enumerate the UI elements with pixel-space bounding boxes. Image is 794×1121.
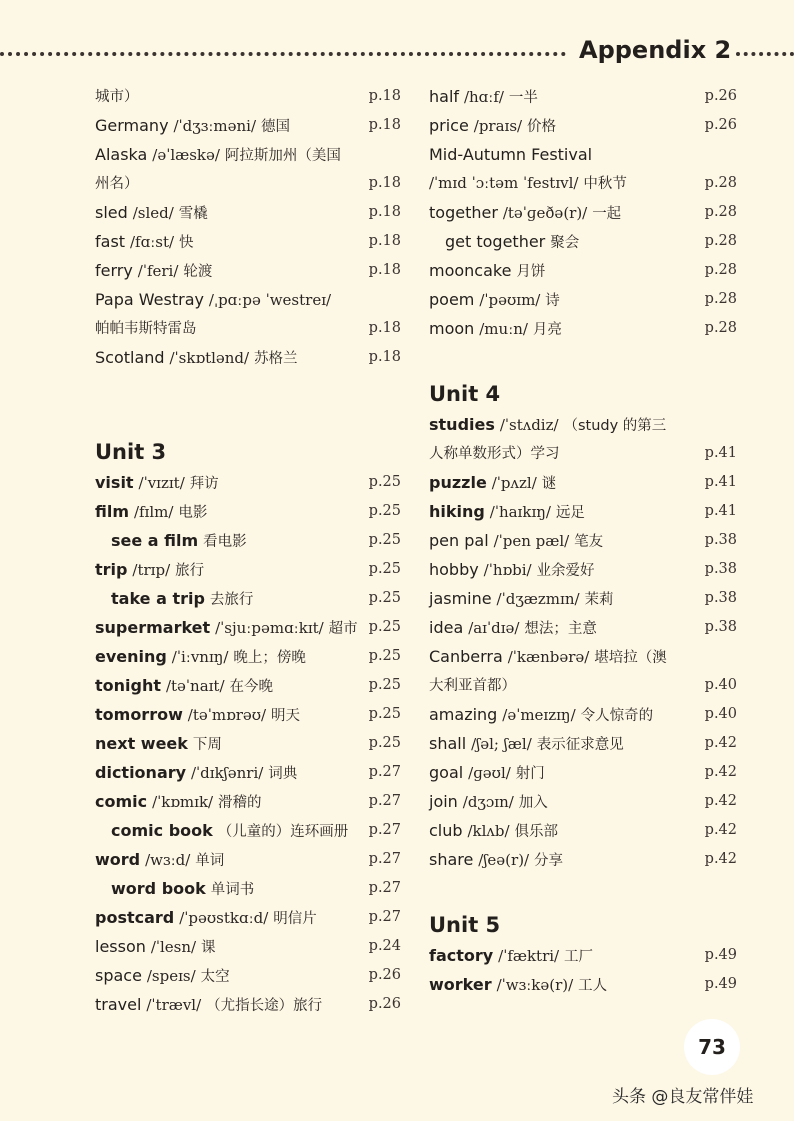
vocab-meaning: 工厂 bbox=[564, 949, 594, 965]
vocab-meaning: 远足 bbox=[555, 505, 585, 521]
vocab-word: club bbox=[429, 821, 463, 840]
vocab-entry bbox=[429, 526, 737, 555]
vocab-entry bbox=[95, 111, 401, 140]
vocab-meaning: 州名） bbox=[95, 176, 139, 192]
vocab-phonetic: /təˈɡeðə(r)/ bbox=[502, 204, 588, 222]
vocab-entry bbox=[429, 82, 737, 111]
vocab-entry bbox=[429, 256, 737, 285]
vocab-phonetic: /ˈskɒtlənd/ bbox=[169, 349, 250, 367]
vocab-phonetic: /ˈpʌzl/ bbox=[491, 474, 537, 492]
vocab-page-ref: p.41 bbox=[704, 503, 737, 519]
vocab-meaning: 旅行 bbox=[175, 563, 205, 579]
vocab-page-ref: p.25 bbox=[368, 648, 401, 664]
vocab-meaning: 电影 bbox=[178, 505, 208, 521]
vocab-entry bbox=[95, 729, 401, 758]
vocab-word: supermarket bbox=[95, 618, 211, 637]
vocab-entry bbox=[429, 555, 737, 584]
unit-heading: Unit 4 bbox=[429, 382, 501, 406]
vocab-page-ref: p.25 bbox=[368, 474, 401, 490]
vocab-phonetic: /ˌpɑːpə ˈwestreɪ/ bbox=[208, 291, 332, 309]
vocab-phonetic: /ˈvɪzɪt/ bbox=[138, 474, 185, 492]
vocab-page-ref: p.28 bbox=[704, 262, 737, 278]
vocab-word: tonight bbox=[95, 676, 162, 695]
vocab-entry bbox=[429, 314, 737, 343]
vocab-entry bbox=[429, 671, 737, 700]
vocab-word: tomorrow bbox=[95, 705, 183, 724]
vocab-entry bbox=[429, 285, 737, 314]
vocab-phonetic: /əˈlæskə/ bbox=[152, 146, 220, 164]
vocab-meaning: 明天 bbox=[271, 708, 301, 724]
vocab-entry bbox=[429, 970, 737, 999]
vocab-page-ref: p.41 bbox=[704, 474, 737, 490]
vocab-page-ref: p.27 bbox=[368, 851, 401, 867]
vocab-entry bbox=[95, 169, 401, 198]
vocab-entry bbox=[95, 613, 401, 642]
vocab-meaning: 月饼 bbox=[516, 264, 546, 280]
vocab-phonetic: /ˈkɒmɪk/ bbox=[152, 793, 214, 811]
vocab-word: see a film bbox=[111, 531, 199, 550]
vocab-word: comic book bbox=[111, 821, 213, 840]
vocab-meaning: 射门 bbox=[515, 766, 545, 782]
vocab-word: Mid-Autumn Festival bbox=[429, 145, 593, 164]
vocab-meaning: 表示征求意见 bbox=[536, 737, 624, 753]
vocab-word: get together bbox=[445, 232, 546, 251]
vocab-meaning: 城市） bbox=[95, 89, 139, 105]
vocab-entry bbox=[429, 845, 737, 874]
vocab-word: share bbox=[429, 850, 474, 869]
vocab-page-ref: p.18 bbox=[368, 88, 401, 104]
vocab-word: studies bbox=[429, 415, 495, 434]
vocab-phonetic: /fɑːst/ bbox=[129, 233, 175, 251]
vocab-word: poem bbox=[429, 290, 475, 309]
vocab-meaning: 一半 bbox=[508, 90, 538, 106]
vocab-phonetic: /təˈnaɪt/ bbox=[165, 677, 225, 695]
vocab-page-ref: p.38 bbox=[704, 532, 737, 548]
vocab-entry bbox=[429, 497, 737, 526]
vocab-word: comic bbox=[95, 792, 148, 811]
vocab-meaning: 单词书 bbox=[210, 882, 255, 898]
vocab-meaning: 业余爱好 bbox=[536, 563, 595, 579]
vocab-phonetic: /ˈiːvnɪŋ/ bbox=[171, 648, 229, 666]
vocab-meaning: 阿拉斯加州（美国 bbox=[224, 148, 341, 164]
vocab-word: space bbox=[95, 966, 142, 985]
vocab-meaning: 轮渡 bbox=[183, 264, 213, 280]
vocab-page-ref: p.38 bbox=[704, 590, 737, 606]
vocab-page-ref: p.25 bbox=[368, 619, 401, 635]
vocab-phonetic: /ˈlesn/ bbox=[150, 938, 197, 956]
vocab-meaning: 滑稽的 bbox=[218, 795, 262, 811]
vocab-word: half bbox=[429, 87, 460, 106]
vocab-meaning: 明信片 bbox=[273, 911, 317, 927]
vocab-meaning: 想法；主意 bbox=[524, 621, 597, 637]
vocab-page-ref: p.18 bbox=[368, 233, 401, 249]
vocab-word: puzzle bbox=[429, 473, 487, 492]
vocab-phonetic: /ˈdʒɜːməni/ bbox=[173, 117, 257, 135]
vocab-page-ref: p.49 bbox=[704, 976, 737, 992]
vocab-entry bbox=[95, 758, 401, 787]
vocab-page-ref: p.28 bbox=[704, 204, 737, 220]
vocab-phonetic: /ˈhaɪkɪŋ/ bbox=[489, 503, 551, 521]
vocab-page-ref: p.27 bbox=[368, 793, 401, 809]
vocab-entry bbox=[429, 140, 737, 169]
vocab-entry bbox=[95, 932, 401, 961]
vocab-word: fast bbox=[95, 232, 126, 251]
vocab-entry bbox=[95, 671, 401, 700]
vocab-word: Scotland bbox=[95, 348, 165, 367]
vocab-page-ref: p.49 bbox=[704, 947, 737, 963]
vocab-meaning: 晚上；傍晚 bbox=[233, 650, 306, 666]
vocab-word: Alaska bbox=[95, 145, 148, 164]
vocab-meaning: 快 bbox=[178, 235, 194, 251]
spacer bbox=[95, 372, 401, 401]
vocab-phonetic: /sled/ bbox=[132, 204, 174, 222]
vocab-meaning: 超市 bbox=[328, 621, 358, 637]
vocab-phonetic: /trɪp/ bbox=[132, 561, 171, 579]
vocab-phonetic: /ʃeə(r)/ bbox=[478, 851, 530, 869]
vocab-page-ref: p.25 bbox=[368, 735, 401, 751]
dotted-rule-right bbox=[736, 52, 794, 56]
vocab-entry bbox=[95, 285, 401, 314]
vocab-entry bbox=[95, 468, 401, 497]
vocab-phonetic: /ˈwɜːkə(r)/ bbox=[496, 976, 574, 994]
vocab-entry bbox=[95, 82, 401, 111]
vocab-entry bbox=[429, 227, 737, 256]
vocab-meaning: 苏格兰 bbox=[254, 351, 298, 367]
vocab-page-ref: p.25 bbox=[368, 561, 401, 577]
vocab-entry bbox=[95, 961, 401, 990]
vocab-meaning: 看电影 bbox=[203, 534, 247, 550]
vocab-meaning: 太空 bbox=[200, 969, 230, 985]
unit-heading: Unit 5 bbox=[429, 913, 501, 937]
vocab-phonetic: /ˈtrævl/ bbox=[146, 996, 202, 1014]
vocab-meaning: 大利亚首都） bbox=[429, 678, 516, 694]
vocab-word: trip bbox=[95, 560, 128, 579]
vocab-phonetic: /aɪˈdɪə/ bbox=[468, 619, 520, 637]
vocab-word: word bbox=[95, 850, 141, 869]
vocab-page-ref: p.25 bbox=[368, 532, 401, 548]
vocab-phonetic: /əˈmeɪzɪŋ/ bbox=[502, 706, 576, 724]
vocab-word: travel bbox=[95, 995, 142, 1014]
vocab-entry bbox=[429, 816, 737, 845]
vocab-meaning: 诗 bbox=[545, 293, 560, 309]
vocab-word: postcard bbox=[95, 908, 175, 927]
vocab-entry bbox=[95, 874, 401, 903]
vocab-word: sled bbox=[95, 203, 128, 222]
vocab-page-ref: p.42 bbox=[704, 822, 737, 838]
vocab-entry bbox=[95, 584, 401, 613]
vocab-page-ref: p.26 bbox=[704, 88, 737, 104]
spacer bbox=[429, 343, 737, 372]
vocab-entry bbox=[95, 990, 401, 1019]
vocab-page-ref: p.42 bbox=[704, 735, 737, 751]
vocab-meaning: 单词 bbox=[195, 853, 225, 869]
vocab-page-ref: p.28 bbox=[704, 233, 737, 249]
vocab-entry bbox=[429, 758, 737, 787]
vocab-entry bbox=[429, 941, 737, 970]
vocab-page-ref: p.18 bbox=[368, 175, 401, 191]
vocab-page-ref: p.25 bbox=[368, 706, 401, 722]
vocab-entry bbox=[429, 642, 737, 671]
vocab-page-ref: p.18 bbox=[368, 204, 401, 220]
vocab-word: Canberra bbox=[429, 647, 503, 666]
vocab-word: next week bbox=[95, 734, 188, 753]
vocab-meaning: 去旅行 bbox=[209, 592, 254, 608]
vocab-page-ref: p.26 bbox=[704, 117, 737, 133]
vocab-phonetic: /speɪs/ bbox=[146, 967, 196, 985]
vocab-meaning: （儿童的）连环画册 bbox=[217, 824, 349, 840]
vocab-word: pen pal bbox=[429, 531, 489, 550]
vocab-phonetic: /ˈpəʊɪm/ bbox=[479, 291, 541, 309]
vocab-phonetic: /ˈfæktri/ bbox=[498, 947, 560, 965]
vocab-word: factory bbox=[429, 946, 494, 965]
vocab-entry bbox=[95, 787, 401, 816]
vocab-word: goal bbox=[429, 763, 464, 782]
vocab-word: lesson bbox=[95, 937, 146, 956]
vocab-meaning: 课 bbox=[201, 940, 216, 956]
page-number: 73 bbox=[684, 1019, 740, 1075]
vocab-page-ref: p.28 bbox=[704, 320, 737, 336]
vocab-entry bbox=[95, 845, 401, 874]
vocab-page-ref: p.18 bbox=[368, 320, 401, 336]
vocab-meaning: 工人 bbox=[578, 978, 608, 994]
vocab-meaning: 词典 bbox=[268, 766, 298, 782]
vocab-phonetic: /ʃəl; ʃæl/ bbox=[471, 735, 532, 753]
vocab-phonetic: /ˈdɪkʃənri/ bbox=[191, 764, 264, 782]
vocab-phonetic: /ˈkænbərə/ bbox=[507, 648, 590, 666]
vocab-meaning: 令人惊奇的 bbox=[580, 708, 654, 724]
vocab-meaning: （study 的第三 bbox=[563, 418, 667, 434]
watermark-text: 头条 @良友常伴娃 bbox=[612, 1087, 754, 1107]
vocab-word: join bbox=[429, 792, 458, 811]
vocab-phonetic: /muːn/ bbox=[479, 320, 528, 338]
vocab-phonetic: /fɪlm/ bbox=[133, 503, 174, 521]
vocab-page-ref: p.42 bbox=[704, 793, 737, 809]
vocab-phonetic: /hɑːf/ bbox=[463, 88, 504, 106]
vocab-meaning: 价格 bbox=[527, 119, 557, 135]
vocab-word: jasmine bbox=[429, 589, 492, 608]
vocab-word: hiking bbox=[429, 502, 485, 521]
vocab-page-ref: p.18 bbox=[368, 349, 401, 365]
right-column bbox=[429, 82, 737, 999]
vocab-page-ref: p.42 bbox=[704, 764, 737, 780]
vocab-meaning: 下周 bbox=[192, 737, 222, 753]
vocab-entry bbox=[95, 343, 401, 372]
vocab-entry bbox=[429, 169, 737, 198]
vocab-phonetic: /ˈferi/ bbox=[137, 262, 179, 280]
vocab-entry bbox=[429, 584, 737, 613]
vocab-meaning: 笔友 bbox=[574, 534, 604, 550]
vocab-word: Papa Westray bbox=[95, 290, 204, 309]
unit-heading: Unit 3 bbox=[95, 440, 167, 464]
vocab-meaning: 茉莉 bbox=[584, 592, 614, 608]
vocab-word: take a trip bbox=[111, 589, 205, 608]
vocab-meaning: 一起 bbox=[592, 206, 622, 222]
vocab-entry bbox=[95, 227, 401, 256]
vocab-phonetic: /praɪs/ bbox=[473, 117, 523, 135]
vocab-entry bbox=[95, 256, 401, 285]
vocab-page-ref: p.25 bbox=[368, 677, 401, 693]
vocab-page-ref: p.28 bbox=[704, 291, 737, 307]
left-column bbox=[95, 82, 401, 1019]
vocab-entry bbox=[429, 439, 737, 468]
vocab-page-ref: p.26 bbox=[368, 996, 401, 1012]
vocab-meaning: 拜访 bbox=[189, 476, 219, 492]
vocab-entry bbox=[95, 555, 401, 584]
vocab-page-ref: p.27 bbox=[368, 880, 401, 896]
vocab-phonetic: /ˈmɪd ˈɔːtəm ˈfestɪvl/ bbox=[429, 174, 579, 192]
vocab-phonetic: /dʒɔɪn/ bbox=[462, 793, 514, 811]
vocab-page-ref: p.18 bbox=[368, 117, 401, 133]
vocab-entry bbox=[95, 526, 401, 555]
vocab-page-ref: p.18 bbox=[368, 262, 401, 278]
vocab-page-ref: p.27 bbox=[368, 822, 401, 838]
vocab-meaning: 雪橇 bbox=[178, 206, 208, 222]
vocab-phonetic: /wɜːd/ bbox=[145, 851, 191, 869]
vocab-word: word book bbox=[111, 879, 206, 898]
vocab-word: dictionary bbox=[95, 763, 187, 782]
vocab-page-ref: p.38 bbox=[704, 619, 737, 635]
vocab-meaning: 在今晚 bbox=[229, 679, 273, 695]
page-header bbox=[0, 30, 794, 74]
vocab-phonetic: /ˈpen pæl/ bbox=[493, 532, 570, 550]
vocab-entry bbox=[95, 903, 401, 932]
vocab-phonetic: /ˈstʌdiz/ bbox=[499, 416, 559, 434]
vocab-word: evening bbox=[95, 647, 167, 666]
vocab-word: moon bbox=[429, 319, 475, 338]
vocab-meaning: 谜 bbox=[541, 476, 557, 492]
vocab-phonetic: /ɡəʊl/ bbox=[468, 764, 511, 782]
vocab-entry bbox=[429, 468, 737, 497]
vocab-entry bbox=[429, 613, 737, 642]
vocab-page-ref: p.25 bbox=[368, 503, 401, 519]
vocab-meaning: 俱乐部 bbox=[514, 824, 558, 840]
vocab-phonetic: /ˈpəʊstkɑːd/ bbox=[179, 909, 269, 927]
vocab-entry bbox=[429, 729, 737, 758]
vocab-entry bbox=[429, 787, 737, 816]
vocab-meaning: 加入 bbox=[518, 795, 548, 811]
spacer bbox=[95, 401, 401, 430]
dotted-rule-left bbox=[0, 52, 566, 56]
vocab-page-ref: p.38 bbox=[704, 561, 737, 577]
vocab-word: hobby bbox=[429, 560, 479, 579]
vocab-entry bbox=[95, 700, 401, 729]
vocab-word: ferry bbox=[95, 261, 133, 280]
vocab-page-ref: p.26 bbox=[368, 967, 401, 983]
vocab-phonetic: /təˈmɒrəʊ/ bbox=[187, 706, 267, 724]
vocab-meaning: 聚会 bbox=[550, 235, 580, 251]
vocab-page-ref: p.41 bbox=[704, 445, 737, 461]
vocab-entry bbox=[429, 700, 737, 729]
vocab-entry bbox=[95, 642, 401, 671]
vocab-phonetic: /ˈhɒbi/ bbox=[483, 561, 532, 579]
vocab-word: amazing bbox=[429, 705, 498, 724]
vocab-meaning: 帕帕韦斯特雷岛 bbox=[95, 321, 197, 337]
vocab-page-ref: p.40 bbox=[704, 706, 737, 722]
vocab-entry bbox=[95, 198, 401, 227]
vocab-page-ref: p.27 bbox=[368, 764, 401, 780]
vocab-word: shall bbox=[429, 734, 467, 753]
vocab-meaning: 中秋节 bbox=[583, 176, 627, 192]
appendix-title: Appendix 2 bbox=[579, 36, 732, 64]
spacer bbox=[429, 874, 737, 903]
vocab-page-ref: p.25 bbox=[368, 590, 401, 606]
vocab-word: film bbox=[95, 502, 130, 521]
vocab-meaning: 月亮 bbox=[532, 322, 562, 338]
vocab-page-ref: p.24 bbox=[368, 938, 401, 954]
vocab-entry bbox=[95, 497, 401, 526]
vocab-word: together bbox=[429, 203, 498, 222]
vocab-entry bbox=[95, 816, 401, 845]
vocab-phonetic: /klʌb/ bbox=[467, 822, 510, 840]
vocab-phonetic: /ˈsjuːpəmɑːkɪt/ bbox=[215, 619, 324, 637]
vocab-entry bbox=[95, 140, 401, 169]
vocab-word: worker bbox=[429, 975, 492, 994]
vocab-meaning: （尤指长途）旅行 bbox=[206, 998, 323, 1014]
vocab-meaning: 分享 bbox=[534, 853, 564, 869]
vocab-entry bbox=[429, 198, 737, 227]
vocab-meaning: 德国 bbox=[260, 119, 290, 135]
vocab-page-ref: p.40 bbox=[704, 677, 737, 693]
vocab-meaning: 堪培拉（澳 bbox=[594, 650, 667, 666]
vocab-word: idea bbox=[429, 618, 464, 637]
vocab-phonetic: /ˈdʒæzmɪn/ bbox=[496, 590, 580, 608]
vocab-page-ref: p.42 bbox=[704, 851, 737, 867]
vocab-word: price bbox=[429, 116, 469, 135]
vocab-entry bbox=[429, 410, 737, 439]
vocab-page-ref: p.27 bbox=[368, 909, 401, 925]
vocab-entry bbox=[429, 111, 737, 140]
vocab-meaning: 人称单数形式）学习 bbox=[429, 446, 560, 462]
vocab-page-ref: p.28 bbox=[704, 175, 737, 191]
vocab-entry bbox=[95, 314, 401, 343]
vocab-word: Germany bbox=[95, 116, 169, 135]
vocab-word: mooncake bbox=[429, 261, 512, 280]
vocab-word: visit bbox=[95, 473, 134, 492]
